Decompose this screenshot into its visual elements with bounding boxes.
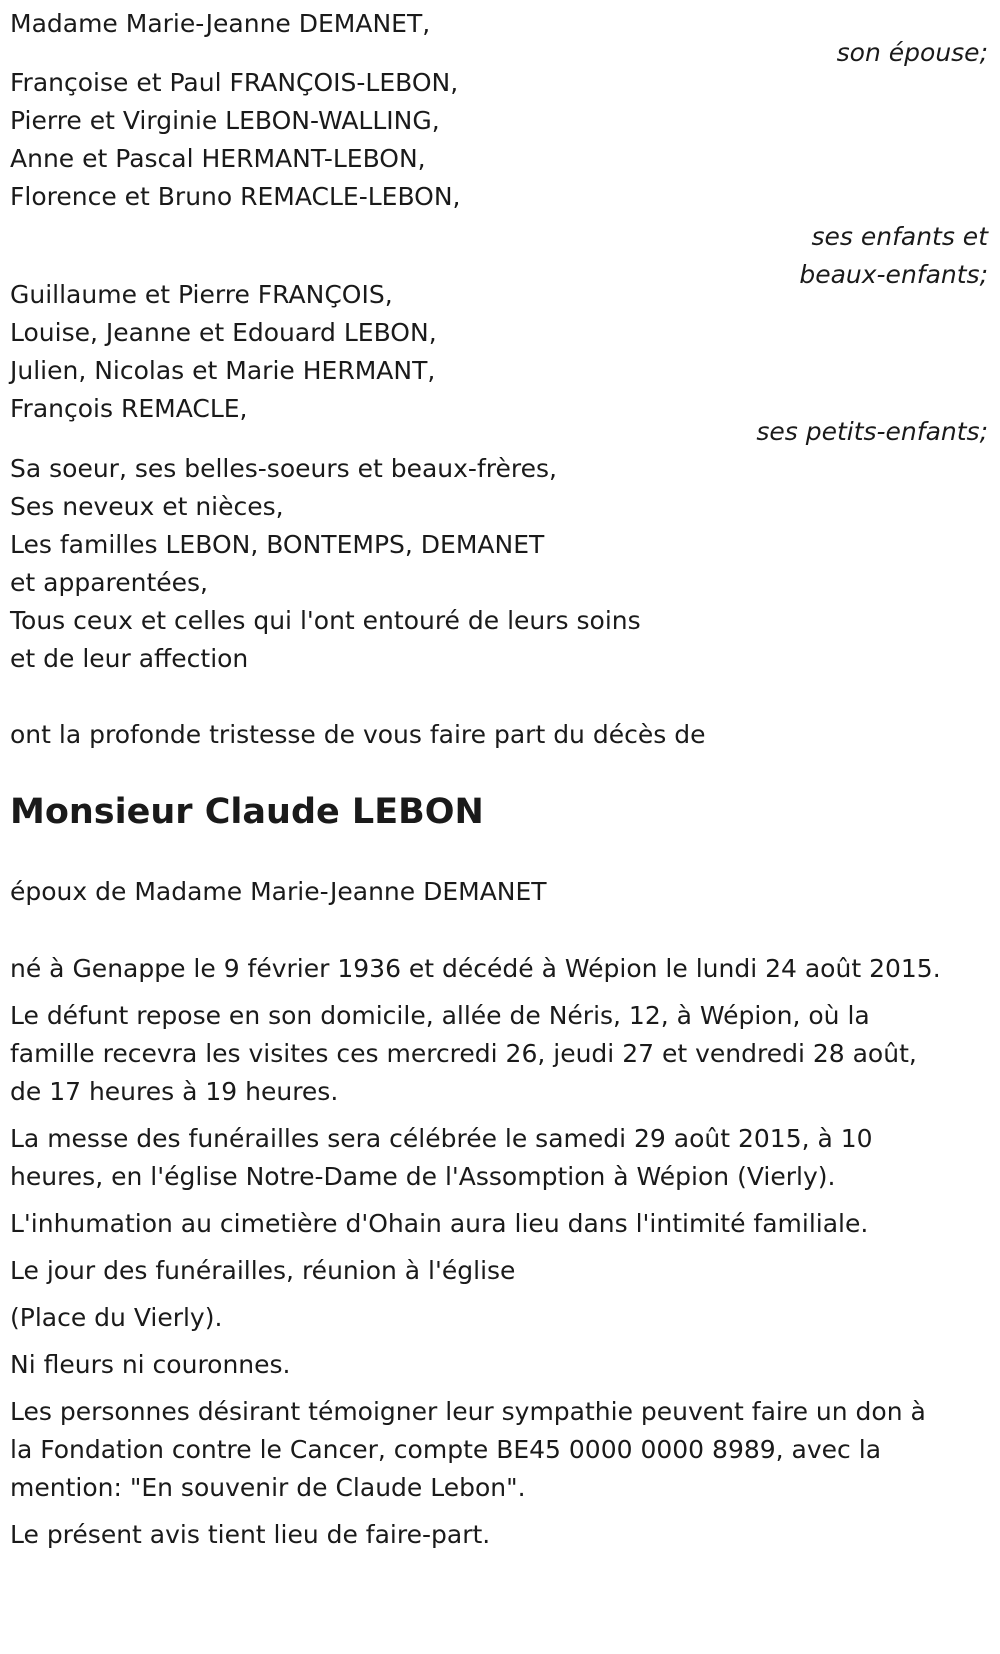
deceased-name: Monsieur Claude LEBON <box>10 792 484 832</box>
meeting-line: Le jour des funérailles, réunion à l'église <box>10 1256 516 1285</box>
paragraph-line: de 17 heures à 19 heures. <box>10 1077 339 1106</box>
burial-line: L'inhumation au cimetière d'Ohain aura lieu dans l'intimité familiale. <box>10 1209 869 1238</box>
meeting-place-line: (Place du Vierly). <box>10 1303 223 1332</box>
repose-paragraph <box>10 997 990 1111</box>
spouse-name: Madame Marie-Jeanne DEMANET, <box>10 9 431 38</box>
details-section <box>10 950 990 1554</box>
mass-paragraph <box>10 1120 990 1196</box>
grandchild-line: Julien, Nicolas et Marie HERMANT, <box>10 356 436 385</box>
grandchild-line: Louise, Jeanne et Edouard LEBON, <box>10 318 437 347</box>
children-section <box>10 64 990 294</box>
family-section <box>10 450 990 678</box>
paragraph-line: famille recevra les visites ces mercredi 26, jeudi 27 et vendredi 28 août, <box>10 1039 917 1068</box>
grandchild-line: Guillaume et Pierre FRANÇOIS, <box>10 280 393 309</box>
child-couple: Françoise et Paul FRANÇOIS-LEBON, <box>10 68 459 97</box>
children-role-line2: beaux-enfants; <box>799 260 988 289</box>
family-line: Tous ceux et celles qui l'ont entouré de leurs soins <box>10 606 641 635</box>
grandchild-line: François REMACLE, <box>10 394 248 423</box>
donation-paragraph <box>10 1393 990 1507</box>
announcement-text: ont la profonde tristesse de vous faire part du décès de <box>10 720 706 749</box>
paragraph-line: Les personnes désirant témoigner leur sympathie peuvent faire un don à <box>10 1397 926 1426</box>
child-couple: Pierre et Virginie LEBON-WALLING, <box>10 106 440 135</box>
family-line: et apparentées, <box>10 568 208 597</box>
closing-line: Le présent avis tient lieu de faire-part. <box>10 1520 491 1549</box>
family-line: Les familles LEBON, BONTEMPS, DEMANET <box>10 530 545 559</box>
spouse-section <box>10 5 990 72</box>
family-line: et de leur affection <box>10 644 249 673</box>
child-couple: Anne et Pascal HERMANT-LEBON, <box>10 144 426 173</box>
family-line: Ses neveux et nièces, <box>10 492 284 521</box>
flowers-line: Ni fleurs ni couronnes. <box>10 1350 291 1379</box>
children-role-line1: ses enfants et <box>811 222 988 251</box>
paragraph-line: Le défunt repose en son domicile, allée de Néris, 12, à Wépion, où la <box>10 1001 870 1030</box>
grandchildren-section <box>10 276 990 451</box>
paragraph-line: heures, en l'église Notre-Dame de l'Assomption à Wépion (Vierly). <box>10 1162 836 1191</box>
family-line: Sa soeur, ses belles-soeurs et beaux-frères, <box>10 454 557 483</box>
birth-death-line: né à Genappe le 9 février 1936 et décédé à Wépion le lundi 24 août 2015. <box>10 954 941 983</box>
relation-text: époux de Madame Marie-Jeanne DEMANET <box>10 877 547 906</box>
paragraph-line: la Fondation contre le Cancer, compte BE45 0000 0000 8989, avec la <box>10 1435 882 1464</box>
paragraph-line: mention: "En souvenir de Claude Lebon". <box>10 1473 526 1502</box>
spouse-role: son épouse; <box>836 38 988 67</box>
child-couple: Florence et Bruno REMACLE-LEBON, <box>10 182 461 211</box>
grandchildren-role: ses petits-enfants; <box>756 417 988 446</box>
paragraph-line: La messe des funérailles sera célébrée le samedi 29 août 2015, à 10 <box>10 1124 873 1153</box>
